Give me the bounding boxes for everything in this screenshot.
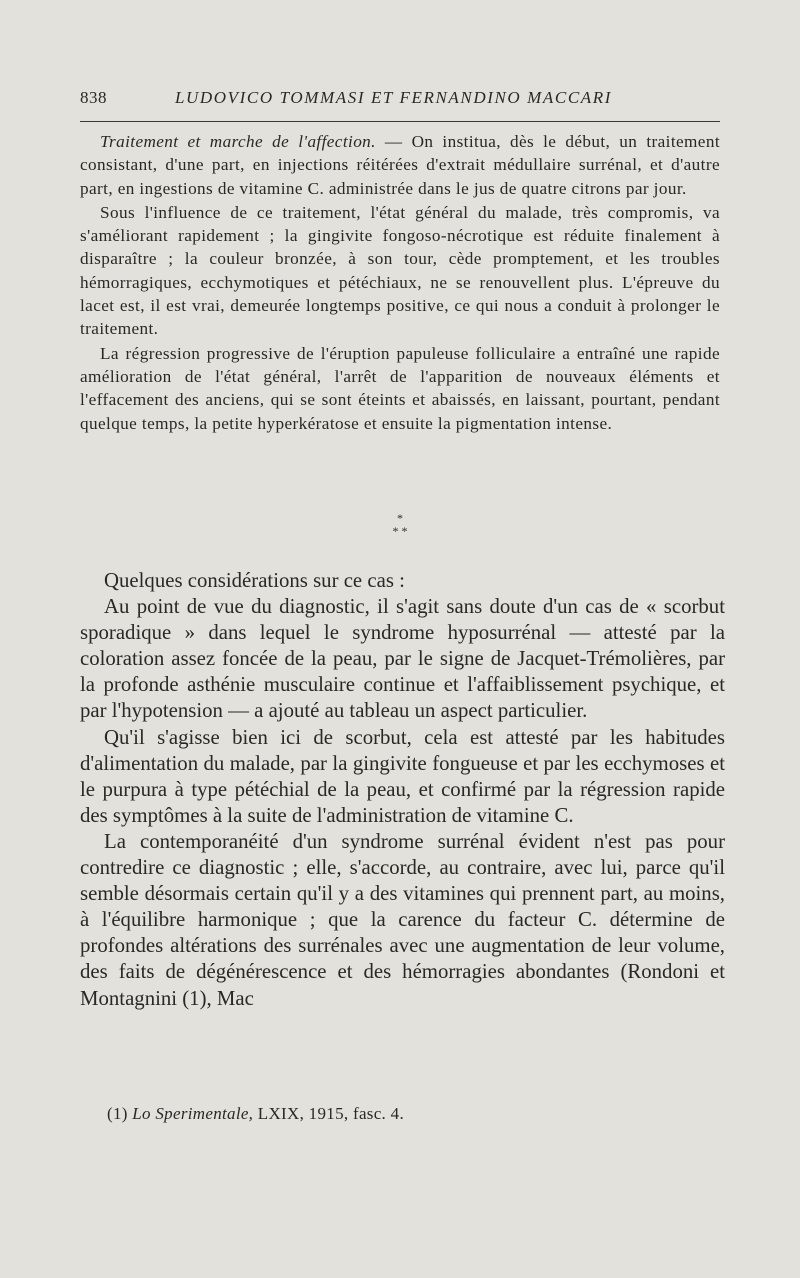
asterism-top: *: [397, 511, 403, 525]
page-number: 838: [80, 88, 107, 107]
paragraph: La régression progressive de l'éruption papuleuse folliculaire a entraîné une rapide amélioration de l'état général, l'arrêt de l'apparition de nouveaux éléments et l'effacement des anciens, qui se sont éteints et abaissés, en laissant, pourtant, pendant quelque temps, la petite hyperkératose et ensuite la pigmentation intense.: [80, 343, 720, 433]
section-separator: [0, 512, 800, 538]
paragraph: La contemporanéité d'un syndrome surrénal évident n'est pas pour contredire ce diagnostic ; elle, s'accorde, au contraire, avec lui, parce qu'il semble désormais certain qu'il y a des vitamines qui prennent part, au moins, à l'équilibre harmonique ; que la carence du facteur C. détermine de profondes altérations des surrénales avec une augmentation de leur volume, des faits de dégénérescence et des hémorragies abondantes (Rondoni et Montagnini (1), Mac: [80, 829, 725, 1010]
footnote-marker: (1): [107, 1104, 133, 1123]
treatment-section: [80, 130, 720, 435]
footnote-reference: LXIX, 1915, fasc. 4.: [253, 1104, 405, 1123]
paragraph: Quelques considérations sur ce cas :: [104, 569, 405, 592]
footnote: [107, 1104, 727, 1124]
paragraph: Sous l'influence de ce traitement, l'état général du malade, très compromis, va s'améliorant rapidement ; la gingivite fongoso-nécrotique est réduite finalement à disparaître ; la couleur bronzée, à son tour, cède promptement, et les troubles hémorragiques, ecchymotiques et pétéchiaux, ne se renouvellent plus. L'épreuve du lacet est, il est vrai, demeurée longtemps positive, ce qui nous a conduit à prolonger le traitement.: [80, 202, 720, 339]
running-title: LUDOVICO TOMMASI ET FERNANDINO MACCARI: [175, 88, 612, 107]
paragraph: [80, 130, 720, 200]
header-rule: [80, 121, 720, 122]
paragraph: Au point de vue du diagnostic, il s'agit sans doute d'un cas de « scorbut sporadique » dans lequel le syndrome hyposurrénal — attesté par la coloration assez foncée de la peau, par le signe de Jacquet-Trémolières, par la profonde asthénie musculaire continue et l'affaiblissement psychique, et par l'hypotension — a ajouté au tableau un aspect particulier.: [80, 595, 725, 723]
paragraph: Qu'il s'agisse bien ici de scorbut, cela est attesté par les habitudes d'alimentation du malade, par la gingivite fongueuse et par les ecchymoses et le purpura à type pétéchial de la peau, et confirmé par la régression rapide des symptômes à la suite de l'administration de vitamine C.: [80, 725, 725, 827]
paragraph-text: — On institua, dès le début, un traitement consistant, d'une part, en injections réitérées d'extrait médullaire surrénal, et d'autre part, en ingestions de vitamine C. administrée dans le jus de quatre citrons par jour.: [80, 132, 720, 198]
section-heading: Traitement et marche de l'affection.: [100, 132, 376, 151]
asterism-bottom: * *: [392, 524, 408, 538]
considerations-section: [80, 568, 725, 1012]
footnote-journal: Lo Sperimentale,: [132, 1104, 254, 1123]
